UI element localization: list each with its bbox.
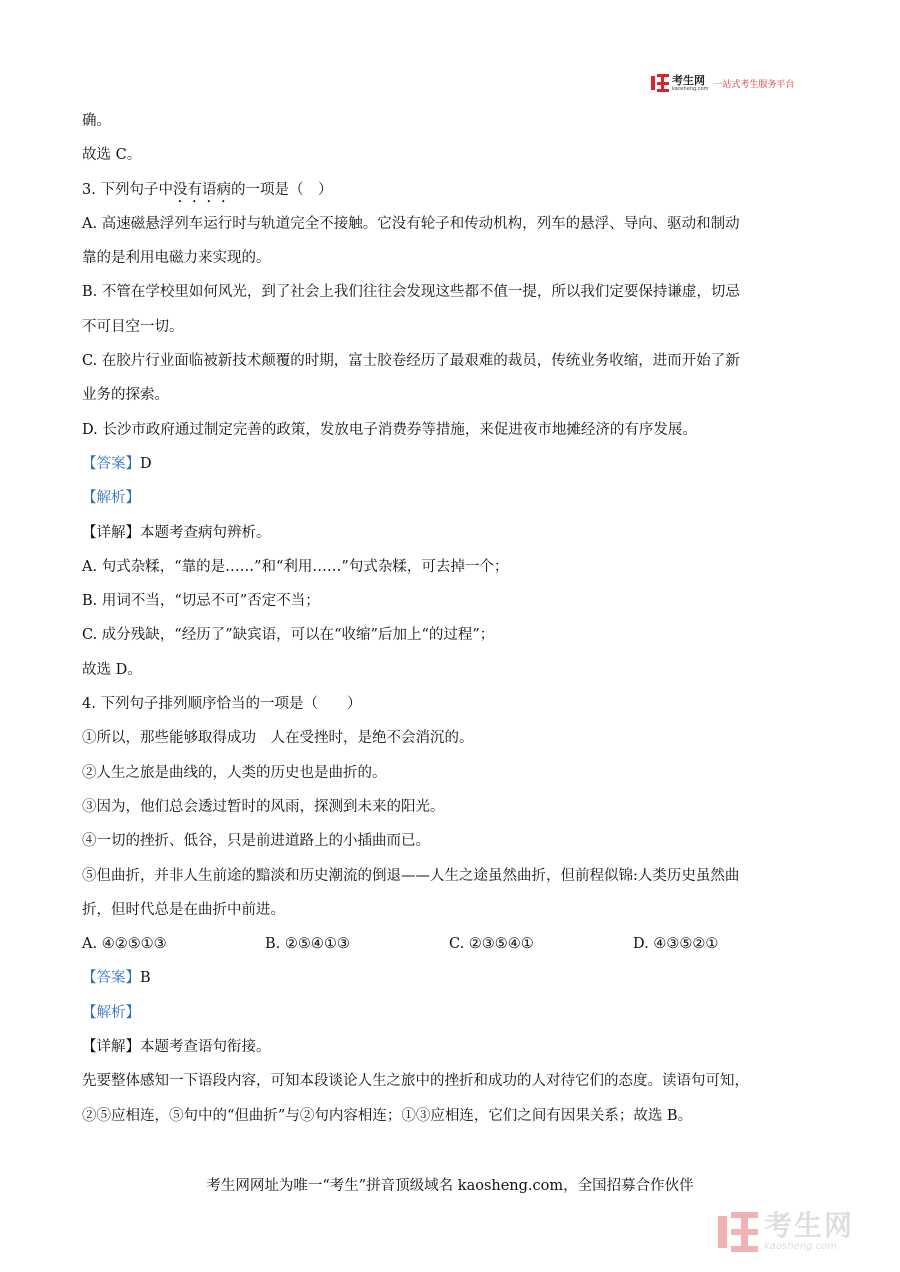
q3-explain-line: A. 句式杂糅，“靠的是……”和“利用……”句式杂糅，可去掉一个； [82,558,509,575]
q3-explain-line: 故选 D。 [82,661,142,678]
q4-sentence: ②人生之旅是曲线的，人类的历史也是曲折的。 [82,764,387,781]
page-footer: 考生网网址为唯一“考生”拼音顶级域名 kaosheng.com，全国招募合作伙伴 [206,1178,694,1194]
q4-option-d: D. ④③⑤②① [633,936,719,953]
question-3-stem: 3. 下列句子中没有语病的一项是（ ） [82,181,333,198]
q4-sentence: ①所以，那些能够取得成功 人在受挫时，是绝不会消沉的。 [82,730,474,747]
header-slogan: 一站式考生服务平台 [713,79,795,90]
text-line: 故选 C。 [82,147,142,164]
q4-sentence: ④一切的挫折、低谷，只是前进道路上的小插曲而已。 [82,833,430,850]
q3-option-line: 不可目空一切。 [82,318,184,335]
q3-option-line: D. 长沙市政府通过制定完善的政策，发放电子消费券等措施，来促进夜市地摊经济的有序发展。 [82,421,697,438]
q4-options [82,927,812,961]
answer-label: 【答案】 [82,455,140,472]
q3-explain-line: C. 成分残缺，“经历了”缺宾语，可以在“收缩”后加上“的过程”； [82,627,495,644]
q3-answer: 【答案】D [82,455,152,472]
analysis-label: 【解析】 [82,490,140,507]
q4-explain-line: ②⑤应相连，⑤句中的“但曲折”与②句内容相连；①③应相连，它们之间有因果关系；故选 B。 [82,1107,693,1124]
q4-analysis-heading [82,996,812,1030]
q3-option-line: 靠的是利用电磁力来实现的。 [82,250,271,267]
q3-option-line: A. 高速磁悬浮列车运行时与轨道完全不接触。它没有轮子和传动机构，列车的悬浮、导向、驱动和制动 [82,215,740,232]
answer-label: 【答案】 [82,970,140,987]
emphasis-text: 没有语病 [172,181,231,198]
question-4-stem: 4. 下列句子排列顺序恰当的一项是（ ） [82,696,362,713]
detail-label: 【详解】 [82,1039,140,1056]
q3-option-line: C. 在胶片行业面临被新技术颠覆的时期，富士胶卷经历了最艰难的裁员，传统业务收缩，进而开始了新 [82,353,740,370]
q3-option-line: B. 不管在学校里如何风光，到了社会上我们往往会发现这些都不值一提，所以我们定要保持谦虚，切忌 [82,284,740,301]
kaosheng-logo-icon [651,74,669,92]
watermark [718,1208,888,1256]
logo-name: 考生网 [672,73,705,87]
q3-option-line: 业务的探索。 [82,387,169,404]
header-logo [651,72,821,94]
q4-answer: 【答案】B [82,970,151,987]
watermark-domain: kaosheng.com [764,1241,837,1252]
q3-explain-line: B. 用词不当，“切忌不可”否定不当； [82,593,320,610]
q4-sentence: 折，但时代总是在曲折中前进。 [82,901,285,918]
q4-sentence: ⑤但曲折，并非人生前途的黯淡和历史潮流的倒退——人生之途虽然曲折，但前程似锦:人类历史虽然曲 [82,867,740,884]
q3-detail: 【详解】本题考查病句辨析。 [82,524,271,541]
q4-explain-line: 先要整体感知一下语段内容，可知本段谈论人生之旅中的挫折和成功的人对待它们的态度。读语句可知， [82,1073,749,1090]
q4-sentence: ③因为，他们总会透过暂时的风雨，探测到未来的阳光。 [82,798,445,815]
kaosheng-watermark-icon [718,1212,758,1252]
q4-detail: 【详解】本题考查语句衔接。 [82,1039,271,1056]
analysis-label: 【解析】 [82,1004,140,1021]
q3-analysis-heading [82,481,812,515]
q4-option-b: B. ②⑤④①③ [265,936,350,953]
text-line: 确。 [82,113,111,129]
detail-label: 【详解】 [82,524,140,541]
q4-option-c: C. ②③⑤④① [449,936,534,953]
watermark-name: 考生网 [764,1209,855,1242]
q4-option-a: A. ④②⑤①③ [82,936,167,953]
logo-domain: kaosheng.com [672,85,709,92]
document-body [82,104,812,1133]
